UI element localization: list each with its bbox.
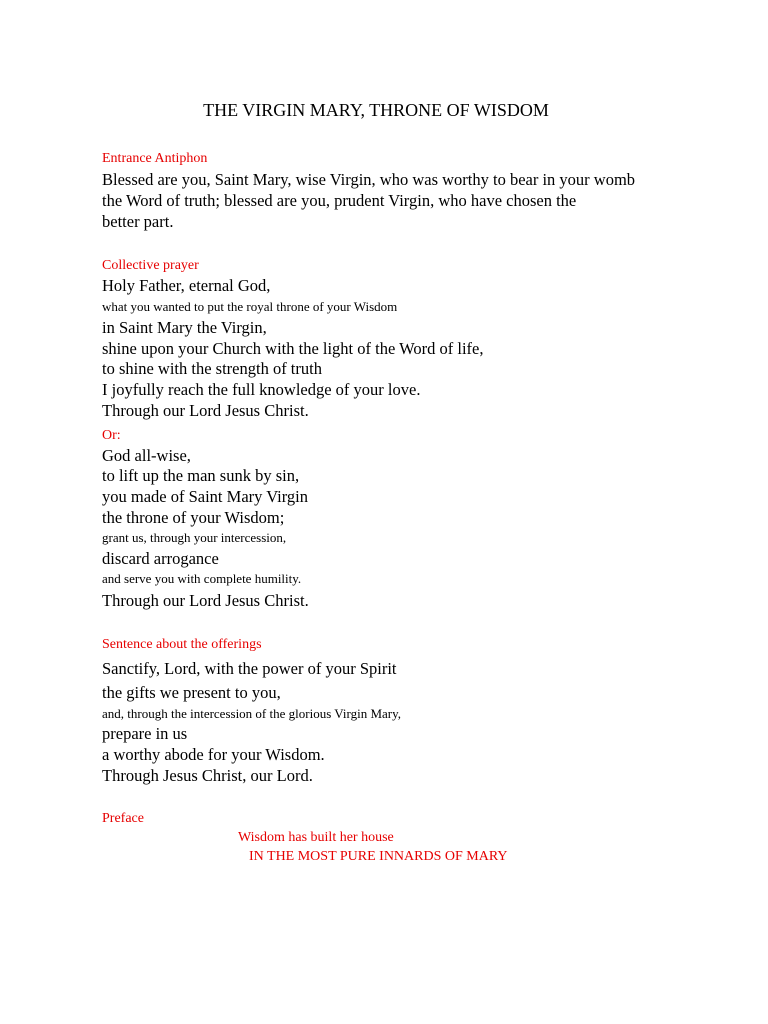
collect-line: Holy Father, eternal God, (102, 276, 271, 295)
entrance-line: better part. (102, 212, 174, 231)
collect-alt-line: the throne of your Wisdom; (102, 508, 285, 527)
or-label: Or: (102, 428, 121, 443)
collect-line: shine upon your Church with the light of the Word of life, (102, 339, 484, 358)
offerings-line: prepare in us (102, 724, 188, 743)
entrance-antiphon-heading: Entrance Antiphon (102, 151, 208, 166)
entrance-line: Blessed are you, Saint Mary, wise Virgin, who was worthy to bear in your womb (102, 170, 636, 189)
preface-subtitle: Wisdom has built her house (238, 830, 394, 845)
offerings-heading: Sentence about the offerings (102, 637, 262, 652)
offerings-line: the gifts we present to you, (102, 683, 281, 702)
collect-alt-line: Through our Lord Jesus Christ. (102, 591, 309, 610)
entrance-line: the Word of truth; blessed are you, prudent Virgin, who have chosen the (102, 191, 577, 210)
offerings-line: Sanctify, Lord, with the power of your Spirit (102, 659, 397, 678)
offerings-line: Through Jesus Christ, our Lord. (102, 766, 313, 785)
offerings-line: and, through the intercession of the glorious Virgin Mary, (102, 706, 402, 721)
collect-line: I joyfully reach the full knowledge of your love. (102, 380, 421, 399)
collect-alt-line: to lift up the man sunk by sin, (102, 466, 300, 485)
collect-line: to shine with the strength of truth (102, 359, 322, 378)
collect-alt-line: grant us, through your intercession, (102, 530, 287, 545)
page-title: THE VIRGIN MARY, THRONE OF WISDOM (203, 100, 549, 120)
collect-line: what you wanted to put the royal throne of your Wisdom (102, 299, 398, 314)
preface-subtitle-caps: IN THE MOST PURE INNARDS OF MARY (249, 849, 508, 864)
collect-line: Through our Lord Jesus Christ. (102, 401, 309, 420)
collect-alt-line: discard arrogance (102, 549, 219, 568)
offerings-line: a worthy abode for your Wisdom. (102, 745, 325, 764)
preface-heading: Preface (102, 811, 144, 826)
collective-prayer-heading: Collective prayer (102, 258, 199, 273)
collect-alt-line: and serve you with complete humility. (102, 571, 302, 586)
collect-alt-line: God all-wise, (102, 446, 191, 465)
collect-line: in Saint Mary the Virgin, (102, 318, 267, 337)
collect-alt-line: you made of Saint Mary Virgin (102, 487, 309, 506)
